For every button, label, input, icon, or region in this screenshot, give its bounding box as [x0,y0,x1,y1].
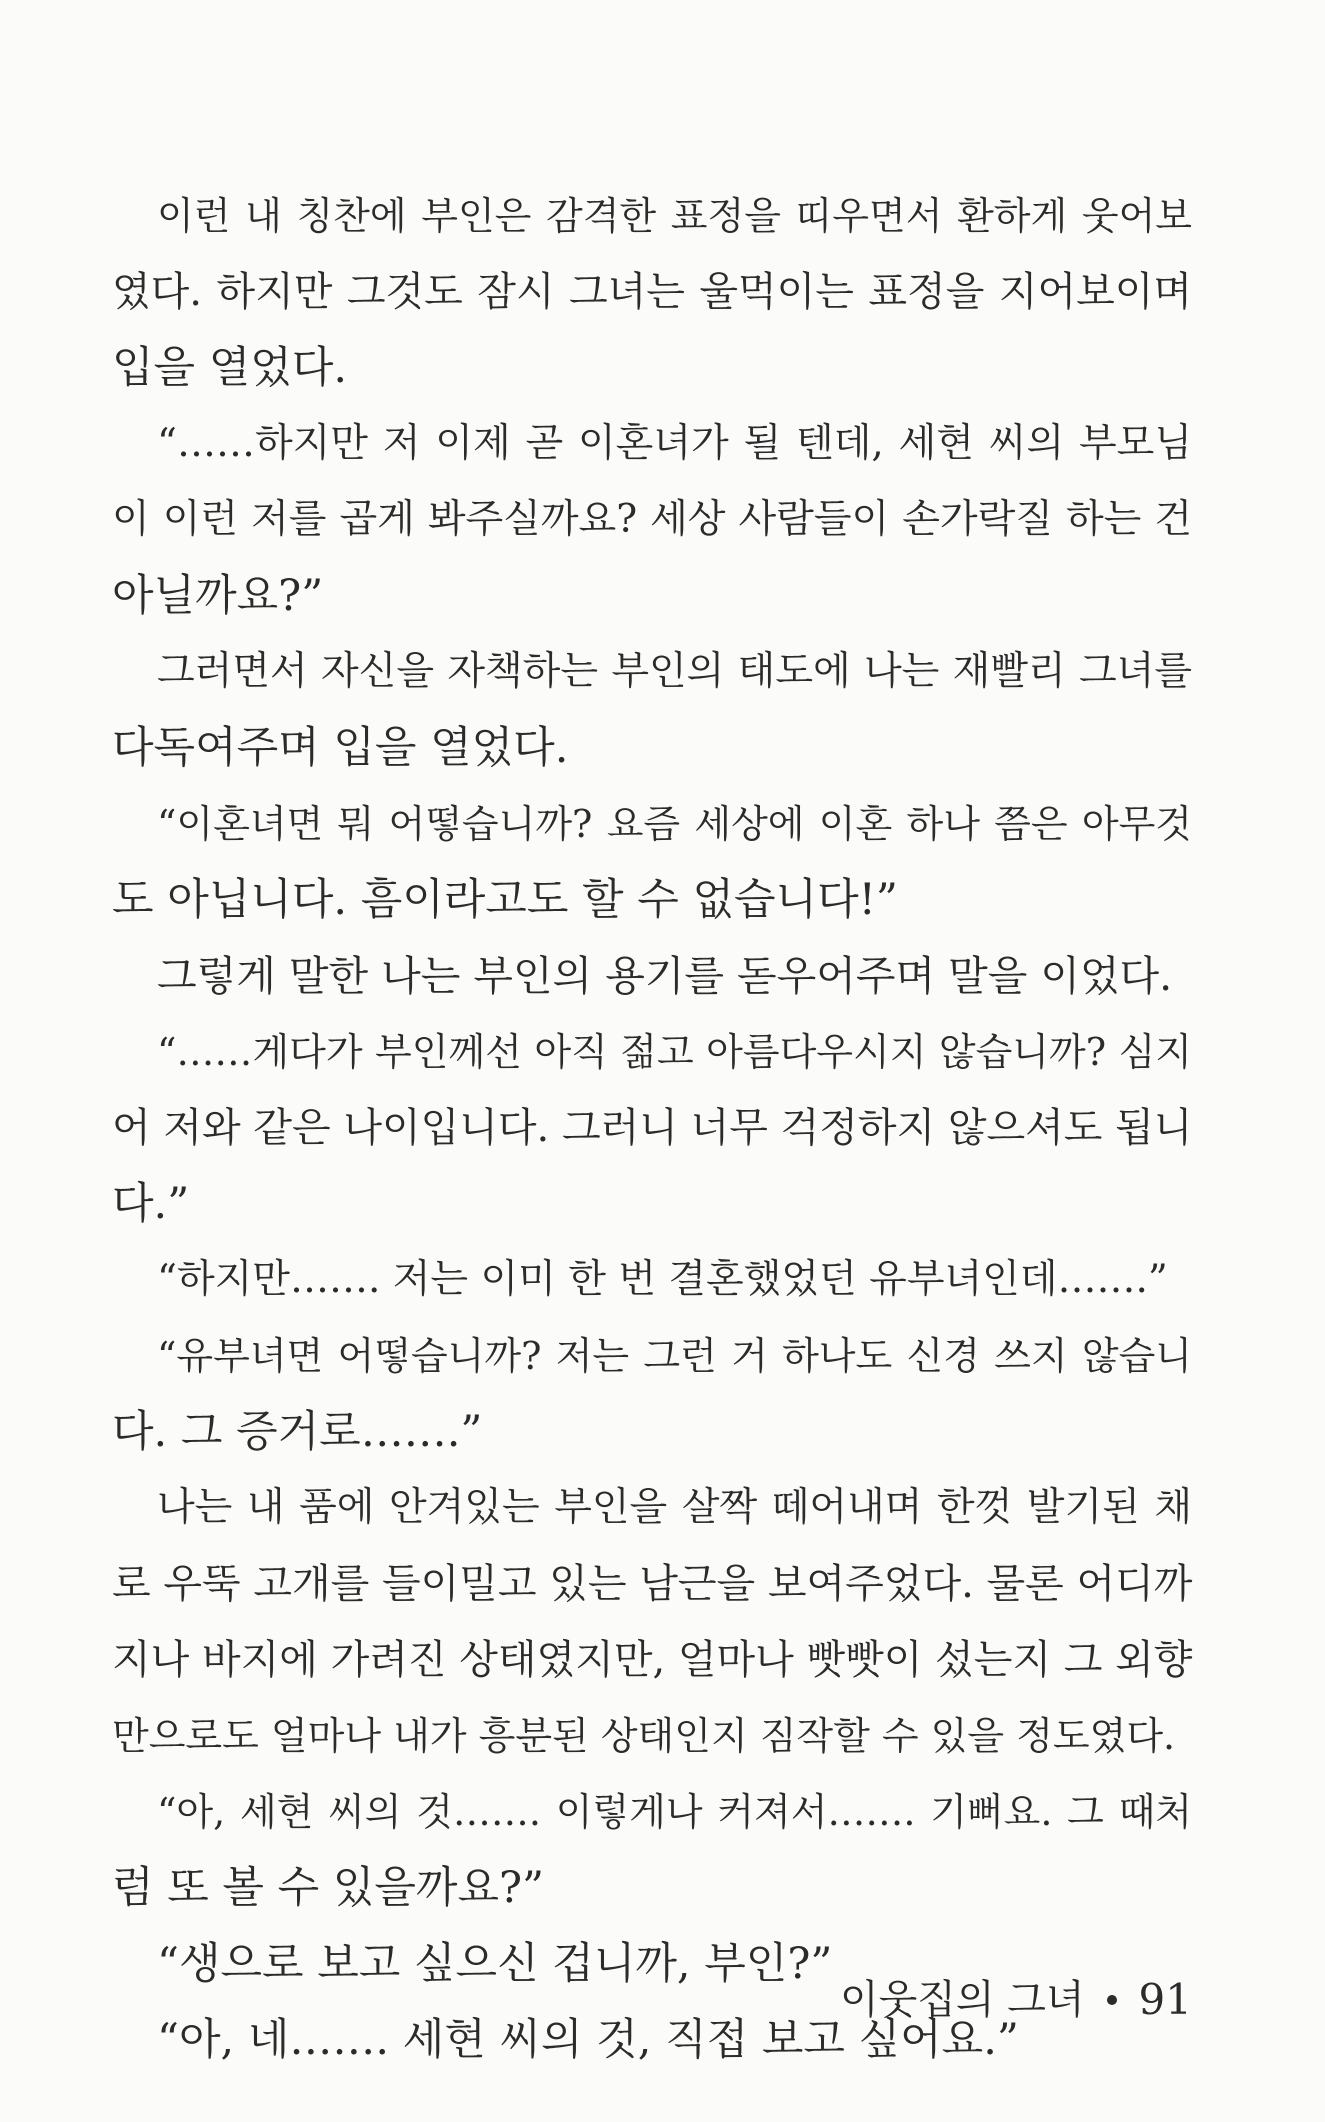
text-line: 그렇게 말한 나는 부인의 용기를 돋우어주며 말을 이었다. [157,952,1173,1000]
text-line: “아, 네……. 세현 씨의 것, 직접 보고 싶어요.” [157,2015,1019,2065]
text-line: 다독여주며 입을 열었다. [112,723,569,773]
body-text [112,178,1192,2078]
text-line: “……게다가 부인께선 아직 젊고 아름다우시지 않습니까? 심지 [157,1030,1192,1074]
bullet-separator [1107,1995,1117,2005]
text-line: 럼 또 볼 수 있을까요?” [112,1863,545,1913]
page-footer [840,1970,1192,2030]
text-line: 그러면서 자신을 자책하는 부인의 태도에 나는 재빨리 그녀를 [157,649,1192,694]
text-line: 다. 그 증거로…….” [112,1407,483,1457]
text-line: 입을 열었다. [112,343,348,393]
text-line: “하지만……. 저는 이미 한 번 결혼했었던 유부녀인데…….” [157,1257,1168,1302]
text-line: 이런 내 칭찬에 부인은 감격한 표정을 띠우면서 환하게 웃어보 [157,194,1192,238]
text-line: 도 아닙니다. 흠이라고도 할 수 없습니다!” [112,875,898,925]
text-line: “이혼녀면 뭐 어떻습니까? 요즘 세상에 이혼 하나 쯤은 아무것 [157,802,1192,846]
text-line: 나는 내 품에 안겨있는 부인을 살짝 떼어내며 한껏 발기된 채 [157,1485,1192,1530]
text-line: 아닐까요?” [112,571,324,621]
text-line: “……하지만 저 이제 곧 이혼녀가 될 텐데, 세현 씨의 부모님 [157,421,1192,466]
running-title: 이웃집의 그녀 [839,1977,1085,2023]
text-line: 이 이런 저를 곱게 봐주실까요? 세상 사람들이 손가락질 하는 건 [112,497,1192,542]
text-line: “생으로 보고 싶으신 겁니까, 부인?” [157,1939,833,1989]
text-line: 였다. 하지만 그것도 잠시 그녀는 울먹이는 표정을 지어보이며 [112,269,1192,315]
text-line: 다.” [112,1179,190,1229]
text-line: “유부녀면 어떻습니까? 저는 그런 거 하나도 신경 쓰지 않습니 [157,1334,1192,1378]
text-line: 로 우뚝 고개를 들이밀고 있는 남근을 보여주었다. 물론 어디까 [112,1561,1193,1607]
page-number: 91 [1138,1975,1192,2024]
text-line: “아, 세현 씨의 것……. 이렇게나 커져서……. 기뻐요. 그 때처 [157,1790,1192,1834]
text-line: 지나 바지에 가려진 상태였지만, 얼마나 빳빳이 섰는지 그 외향 [112,1637,1193,1683]
text-line: 만으로도 얼마나 내가 흥분된 상태인지 짐작할 수 있을 정도였다. [112,1714,1176,1758]
text-line: 어 저와 같은 나이입니다. 그러니 너무 걱정하지 않으셔도 됩니 [112,1105,1193,1151]
